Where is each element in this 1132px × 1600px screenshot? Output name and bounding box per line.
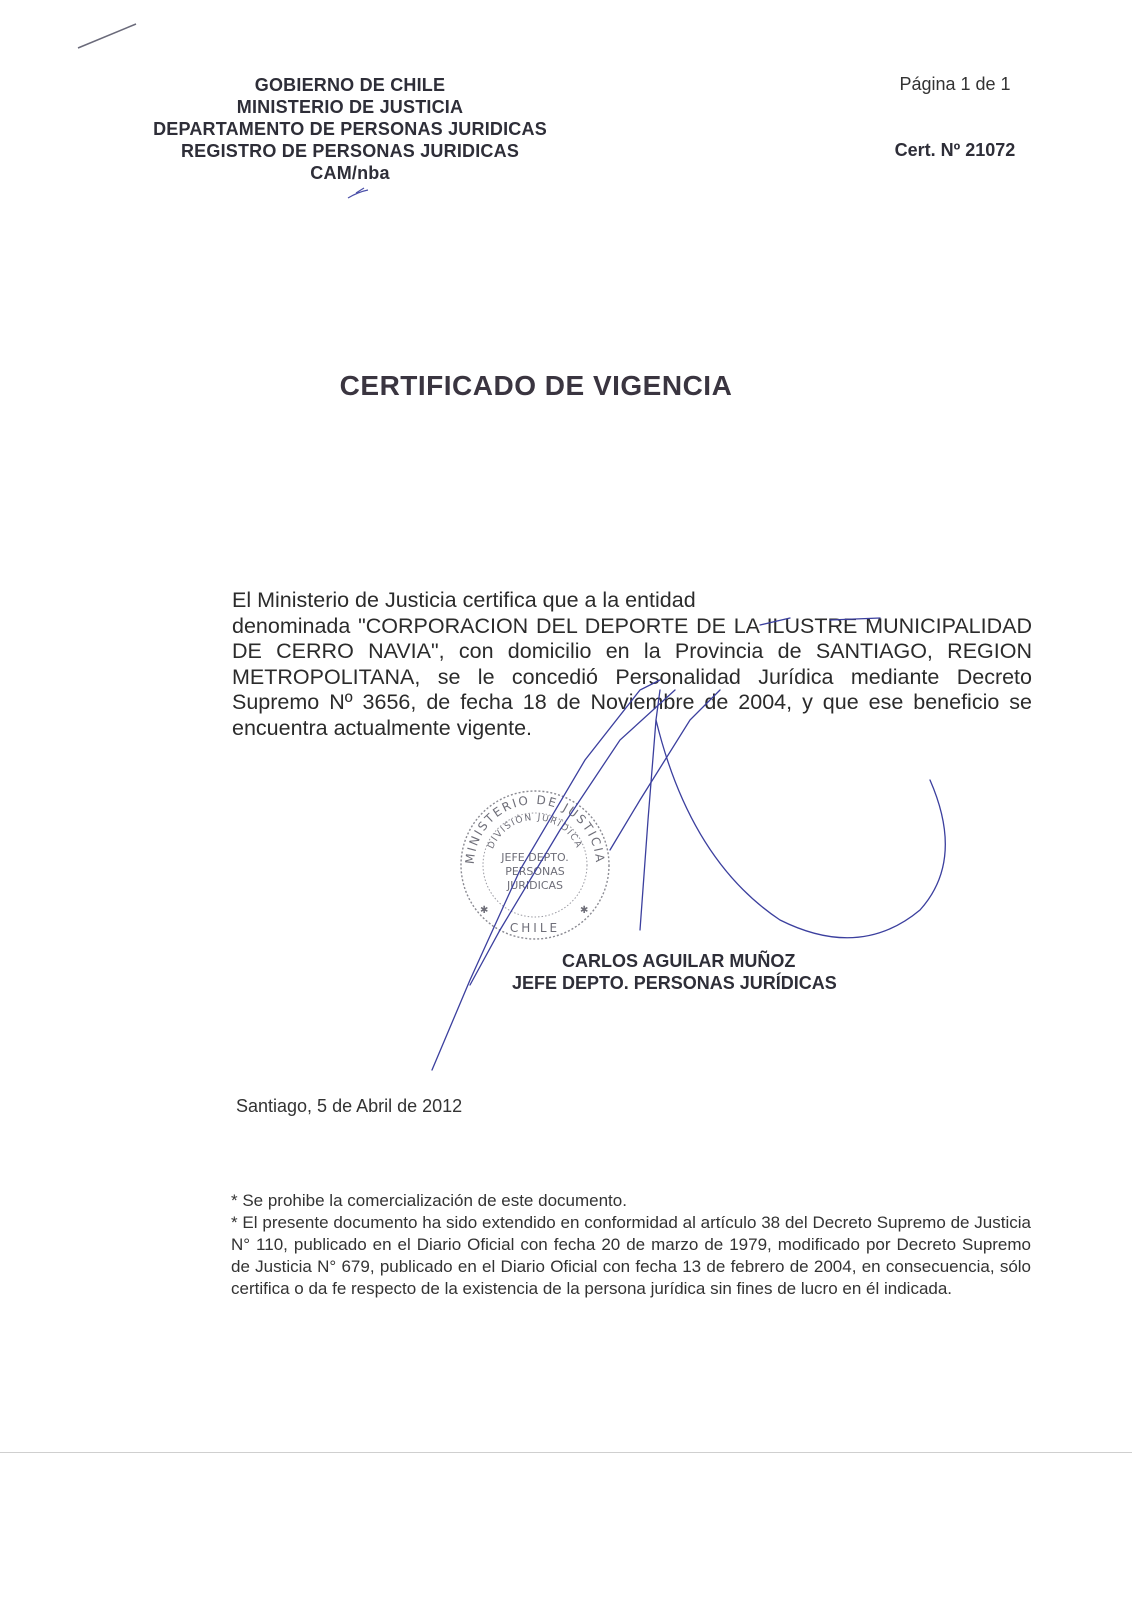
stamp-center-line-2: PERSONAS [505,865,565,878]
place-and-date: Santiago, 5 de Abril de 2012 [236,1096,463,1116]
header-reference: CAM/nba [310,163,390,183]
header-department: DEPARTAMENTO DE PERSONAS JURIDICAS [153,119,547,139]
stamp-center-line-1: JEFE DEPTO. [501,851,569,864]
signer-name: CARLOS AGUILAR MUÑOZ [562,951,796,971]
certificate-body [232,588,1032,741]
header-ministry: MINISTERIO DE JUSTICIA [236,97,464,117]
note-item: * El presente documento ha sido extendido en conformidad al artículo 38 del Decreto Supremo de Justicia N° 110, publicado en el Diario Oficial con fecha 20 de marzo de 1979, modificado por Decreto Supremo de Justicia N° 679, publicado en el Diario Oficial con fecha 13 de febrero de 2004, en consecuencia, sólo certifica o da fe respecto de la existencia de la persona jurídica sin fines de lucro en él indicada. [231,1213,1031,1298]
svg-text:DIVISIÓN JURÍDICA [486,812,583,850]
footer-divider [0,1452,1132,1453]
stamp-star-right-icon: ✱ [580,905,589,916]
stamp-center-line-3: JURIDICAS [506,879,564,892]
document-title: CERTIFICADO DE VIGENCIA [339,370,733,401]
issuer-header [140,74,560,184]
header-registry: REGISTRO DE PERSONAS JURIDICAS [180,141,520,161]
stamp-inner-text: DIVISIÓN JURÍDICA [486,812,584,851]
stamp-star-left-icon: ✱ [480,905,489,916]
body-first-line: El Ministerio de Justicia certifica que a la entidad [232,588,696,612]
official-stamp [450,785,620,945]
note-item: * Se prohibe la comercialización de este documento. [231,1191,627,1210]
header-government: GOBIERNO DE CHILE [254,75,446,95]
legal-notes [231,1190,1031,1300]
certificate-number: Cert. Nº 21072 [894,140,1016,160]
signer-title: JEFE DEPTO. PERSONAS JURÍDICAS [512,973,837,993]
stamp-outer-text: MINISTERIO DE JUSTICIA [462,792,608,865]
body-paragraph: denominada "CORPORACION DEL DEPORTE DE LA ILUSTRE MUNICIPALIDAD DE CERRO NAVIA", con domicilio en la Provincia de SANTIAGO, REGION METROPOLITANA, se le concedió Personalidad Jurídica mediante Decreto Supremo Nº 3656, de fecha 18 de Noviembre de 2004, y que ese beneficio se encuentra actualmente vigente. [232,613,1032,740]
page-number: Página 1 de 1 [899,74,1011,94]
stamp-bottom-text: CHILE [509,921,561,935]
